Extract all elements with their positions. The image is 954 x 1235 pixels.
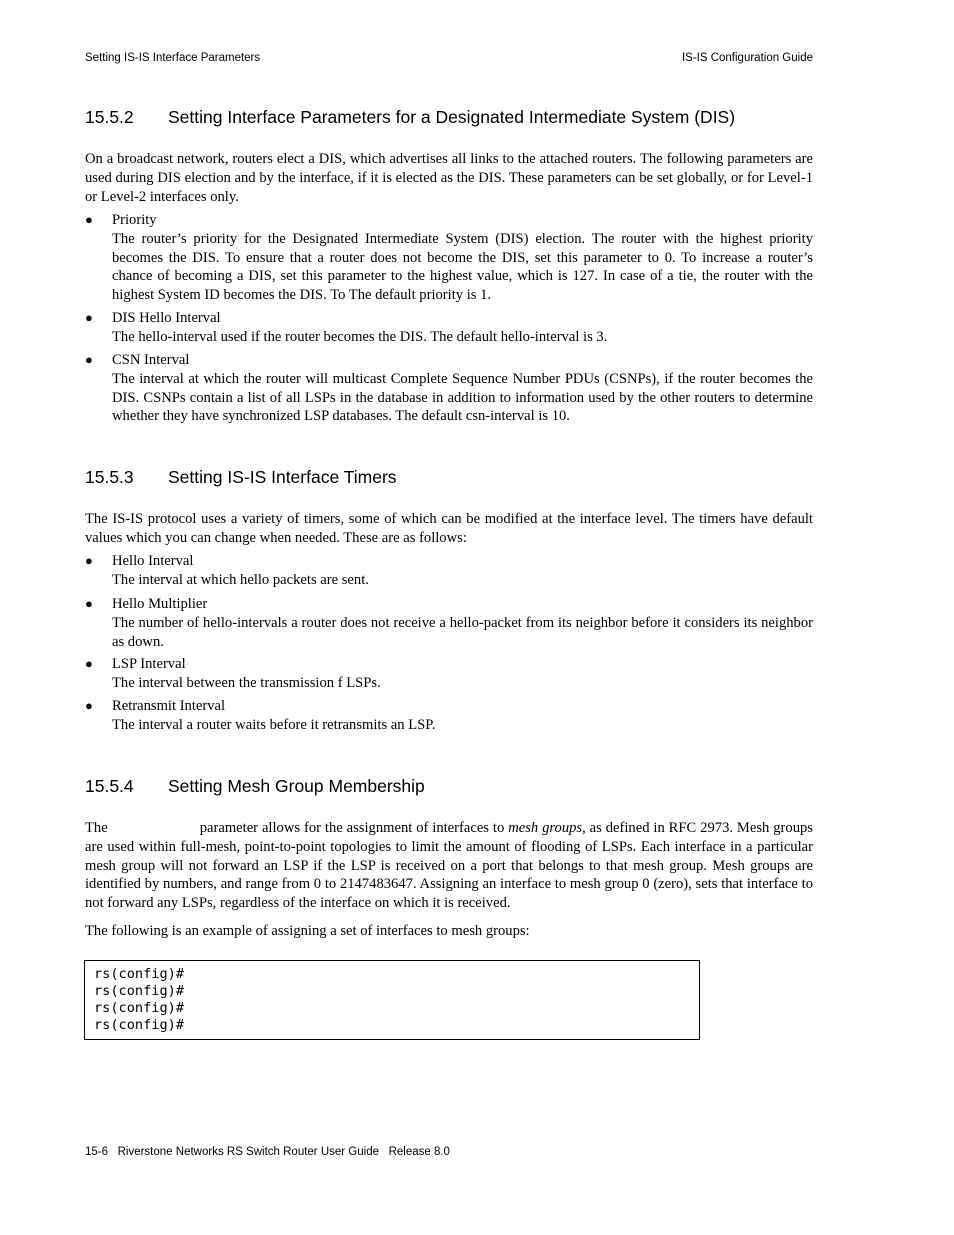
bullet-icon: ● — [85, 352, 93, 367]
running-header-left: Setting IS-IS Interface Parameters — [85, 52, 261, 64]
bullet-icon: ● — [85, 553, 93, 568]
paragraph-timers-intro: The IS-IS protocol uses a variety of timers, some of which can be modified at the interface level. The timers have default values which you can change when needed. These are as follows: — [85, 511, 813, 546]
bullet-icon: ● — [85, 656, 93, 671]
list-item-term: Priority — [112, 212, 157, 228]
running-header-right: IS-IS Configuration Guide — [681, 52, 813, 64]
code-line: rs(config)# — [94, 1000, 185, 1016]
list-item-description: The interval a router waits before it retransmits an LSP. — [112, 716, 436, 733]
list-item-lsp-interval — [85, 655, 813, 693]
paragraph-start: The — [85, 820, 108, 836]
section-heading-dis — [85, 107, 735, 128]
paragraph-example-intro: The following is an example of assigning a set of interfaces to mesh groups: — [85, 923, 530, 939]
list-item-term: Retransmit Interval — [112, 698, 226, 714]
list-item-dis-hello-interval — [85, 309, 813, 347]
list-item-term: Hello Interval — [112, 553, 194, 569]
code-line: rs(config)# — [94, 966, 185, 982]
bullet-icon: ● — [85, 698, 93, 713]
section-number: 15.5.4 — [85, 776, 134, 796]
paragraph-mesh-group — [85, 819, 813, 913]
list-item-description: The number of hello-intervals a router does not receive a hello-packet from its neighbor before it considers its neighbor as down. — [112, 614, 813, 650]
paragraph-dis-intro: On a broadcast network, routers elect a DIS, which advertises all links to the attached routers. The following parameters are used during DIS election and by the interface, if it is elected as the DIS. These parameters can be set globally, or for Level-1 or Level-2 interfaces only. — [85, 151, 813, 205]
section-title: Setting IS-IS Interface Timers — [168, 467, 397, 487]
paragraph-rest: as defined in RFC 2973. Mesh groups are used within full-mesh, point-to-point topologies to limit the amount of flooding of LSPs. Each interface in a particular mesh group will not forward an LSP if the LSP is received on a port that belongs to that mesh group. Mesh groups are identified by numbers, and range from 0 to 2147483647. Assigning an interface to mesh group 0 (zero), sets that interface to not forward any LSPs, regardless of the interface on which it is received. — [85, 820, 813, 912]
section-number: 15.5.3 — [85, 467, 134, 487]
section-number: 15.5.2 — [85, 107, 134, 127]
bullet-icon: ● — [85, 310, 93, 325]
paragraph-italic-term: mesh groups, — [508, 820, 586, 836]
section-heading-timers — [85, 467, 397, 488]
code-example-box — [84, 960, 700, 1040]
list-item-description: The interval at which the router will multicast Complete Sequence Number PDUs (CSNPs), if the router becomes the DIS. CSNPs contain a list of all LSPs in the database in addition to information used by the other routers to determine whether they have synchronized LSP databases. The default csn-interval is 10. — [112, 370, 813, 425]
list-item-description: The router’s priority for the Designated Intermediate System (DIS) election. The router with the highest priority becomes the DIS. To ensure that a router does not become the DIS, set this parameter to 0. To increase a router’s chance of becoming a DIS, set this parameter to the highest value, which is 127. In case of a tie, the router with the highest System ID becomes the DIS. To The default priority is 1. — [112, 230, 813, 304]
list-item-priority — [85, 211, 813, 305]
list-item-hello-interval — [85, 552, 813, 590]
list-item-term: LSP Interval — [112, 656, 186, 672]
list-item-hello-multiplier — [85, 595, 813, 651]
list-item-csn-interval — [85, 351, 813, 426]
list-item-term: CSN Interval — [112, 352, 190, 368]
list-item-description: The interval at which hello packets are sent. — [112, 571, 369, 588]
section-heading-mesh-group — [85, 776, 425, 797]
section-title: Setting Mesh Group Membership — [168, 776, 425, 796]
section-title: Setting Interface Parameters for a Designated Intermediate System (DIS) — [168, 107, 736, 127]
paragraph-mid: parameter allows for the assignment of interfaces to — [199, 820, 505, 836]
bullet-icon: ● — [85, 596, 93, 611]
list-item-term: Hello Multiplier — [112, 596, 208, 612]
list-item-term: DIS Hello Interval — [112, 310, 221, 326]
page-footer: 15-6 Riverstone Networks RS Switch Router User Guide Release 8.0 — [85, 1146, 450, 1158]
list-item-description: The interval between the transmission f LSPs. — [112, 674, 381, 691]
bullet-icon: ● — [85, 212, 93, 227]
list-item-description: The hello-interval used if the router becomes the DIS. The default hello-interval is 3. — [112, 328, 608, 345]
code-line: rs(config)# — [94, 1017, 185, 1033]
list-item-retransmit-interval — [85, 697, 813, 735]
code-line: rs(config)# — [94, 983, 185, 999]
